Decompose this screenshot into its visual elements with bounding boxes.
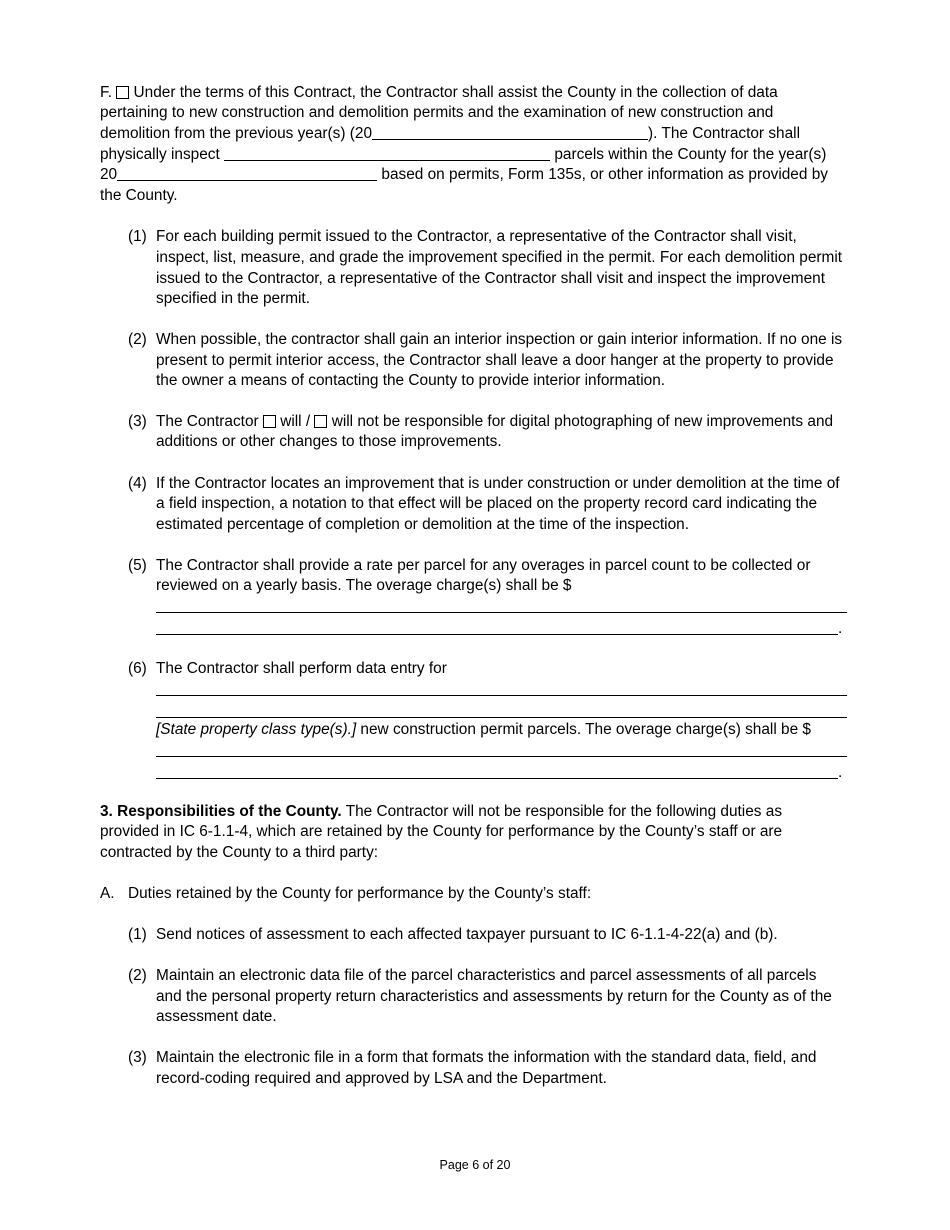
overage-charge-blank[interactable] [156, 612, 847, 613]
section-f-checkbox[interactable] [116, 86, 129, 99]
item-6-line-1: The Contractor shall perform data entry for [156, 660, 447, 677]
subsection-a-text: Duties retained by the County for performance by the County’s staff: [128, 885, 592, 902]
subsection-marker: A. [100, 885, 115, 902]
item-3-line-1: The Contractor will / will not be responsible for digital photographing of new improvements and [156, 413, 834, 430]
section-f-line-5: 20 based on permits, Form 135s, or other information as provided by [100, 166, 828, 183]
item-number: (4) [128, 475, 147, 492]
previous-years-blank[interactable] [372, 125, 648, 140]
will-checkbox[interactable] [263, 415, 276, 428]
item-4-line: a field inspection, a notation to that effect will be placed on the property record card indicating the [156, 495, 818, 512]
item-2-line: present to permit interior access, the Contractor shall leave a door hanger at the property to provide [156, 352, 834, 369]
item-2-line: When possible, the contractor shall gain an interior inspection or gain interior information. If no one is [156, 331, 843, 348]
data-entry-blank[interactable] [156, 717, 847, 718]
section-f-line-1: F. Under the terms of this Contract, the Contractor shall assist the County in the collection of data [100, 84, 778, 101]
item-5-line: reviewed on a yearly basis. The overage charge(s) shall be $ [156, 577, 572, 594]
parcel-count-blank[interactable] [224, 146, 550, 161]
county-item-1-line: Send notices of assessment to each affected taxpayer pursuant to IC 6-1.1-4-22(a) and (b). [156, 926, 778, 943]
item-5-line: The Contractor shall provide a rate per parcel for any overages in parcel count to be collected or [156, 557, 811, 574]
item-number: (2) [128, 331, 147, 348]
data-entry-blank[interactable] [156, 695, 847, 696]
page-number: Page 6 of 20 [439, 1158, 511, 1172]
section-f-line-2: pertaining to new construction and demolition permits and the examination of new construction and [100, 104, 774, 121]
county-item-3-line: Maintain the electronic file in a form that formats the information with the standard data, field, and [156, 1049, 817, 1066]
item-number: (2) [128, 967, 147, 984]
will-not-checkbox[interactable] [314, 415, 327, 428]
overage-charge-blank[interactable] [156, 634, 838, 635]
item-number: (1) [128, 926, 147, 943]
period: . [838, 764, 843, 781]
period: . [838, 620, 843, 637]
overage-charge-blank[interactable] [156, 756, 847, 757]
item-4-line: If the Contractor locates an improvement that is under construction or under demolition at the time of [156, 475, 840, 492]
item-number: (6) [128, 660, 147, 677]
item-3-line-2: additions or other changes to those improvements. [156, 433, 502, 450]
county-item-2-line: assessment date. [156, 1008, 277, 1025]
item-4-line: estimated percentage of completion or demolition at the time of the inspection. [156, 516, 689, 533]
section-3-line-3: contracted by the County to a third party: [100, 844, 379, 861]
item-1-line: For each building permit issued to the Contractor, a representative of the Contractor shall visit, [156, 228, 797, 245]
section-f-line-3: demolition from the previous year(s) (20 ). The Contractor shall [100, 125, 800, 142]
item-1-line: inspect, list, measure, and grade the improvement specified in the permit. For each demolition permit [156, 249, 843, 266]
item-2-line: the owner a means of contacting the County to provide interior information. [156, 372, 666, 389]
item-1-line: specified in the permit. [156, 290, 310, 307]
section-3-line-2: provided in IC 6-1.1-4, which are retained by the County for performance by the County’s staff or are [100, 823, 783, 840]
section-f-line-6: the County. [100, 187, 178, 204]
county-item-2-line: Maintain an electronic data file of the parcel characteristics and parcel assessments of all parcels [156, 967, 817, 984]
item-number: (3) [128, 413, 147, 430]
inspection-years-blank[interactable] [117, 166, 377, 181]
item-number: (5) [128, 557, 147, 574]
section-f-line-4: physically inspect parcels within the County for the year(s) [100, 146, 827, 163]
county-item-3-line: record-coding required and approved by LSA and the Department. [156, 1070, 607, 1087]
item-number: (3) [128, 1049, 147, 1066]
item-number: (1) [128, 228, 147, 245]
section-3-line-1: 3. Responsibilities of the County. The Contractor will not be responsible for the following duties as [100, 803, 783, 820]
overage-charge-blank[interactable] [156, 778, 838, 779]
county-item-2-line: and the personal property return characteristics and assessments by return for the County as of the [156, 988, 832, 1005]
section-3-heading: 3. Responsibilities of the County. [100, 803, 342, 820]
item-1-line: issued to the Contractor, a representative of the Contractor shall visit and inspect the improvement [156, 270, 825, 287]
item-6-line-2: [State property class type(s).] new construction permit parcels. The overage charge(s) shall be $ [156, 721, 811, 738]
